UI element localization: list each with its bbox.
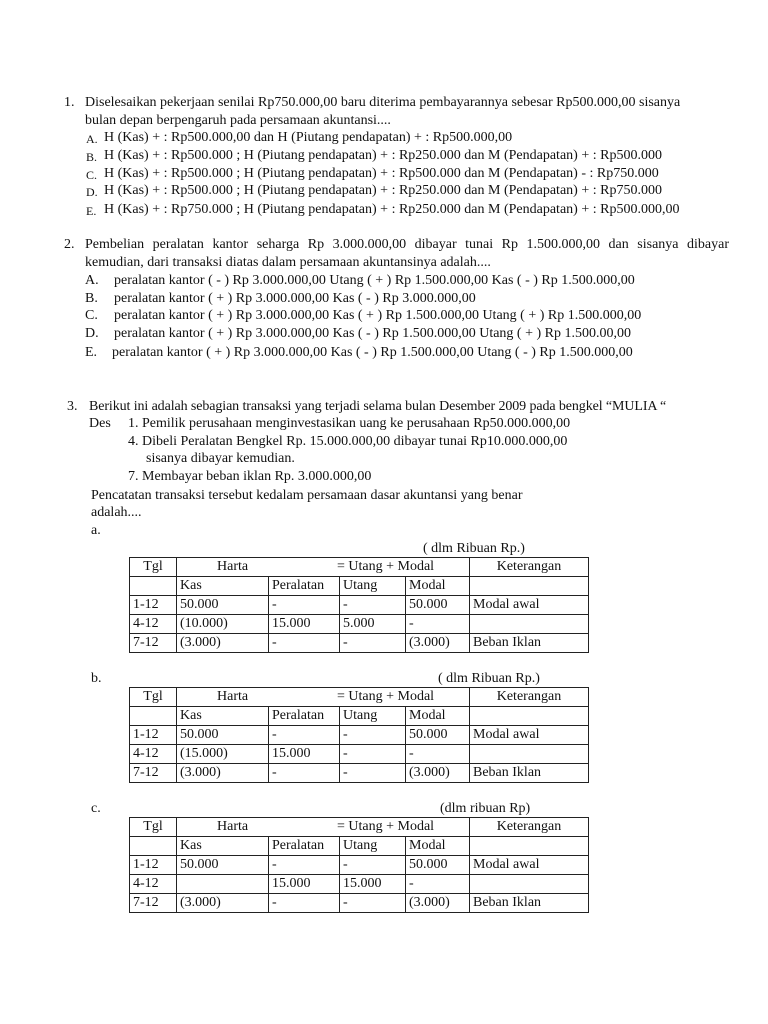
- cell-kas: (3.000): [177, 894, 269, 913]
- cell-utang: 15.000: [340, 875, 406, 894]
- ledger-table-c: [129, 817, 589, 913]
- table-row: [130, 875, 589, 894]
- cell-tgl: 1-12: [130, 856, 177, 875]
- cell-tgl: 7-12: [130, 764, 177, 783]
- ledger-table-b: [129, 687, 589, 783]
- q2-option-e-text: peralatan kantor ( + ) Rp 3.000.000,00 Kas ( - ) Rp 1.500.000,00 Utang ( - ) Rp 1.500.000,00: [112, 345, 633, 360]
- cell-modal: -: [406, 615, 470, 634]
- cell-modal: (3.000): [406, 634, 470, 653]
- q2-option-a-text: peralatan kantor ( - ) Rp 3.000.000,00 Utang ( + ) Rp 1.500.000,00 Kas ( - ) Rp 1.500.000,00: [114, 273, 635, 288]
- question-2-number: 2.: [64, 237, 75, 252]
- question-1-text-line1: Diselesaikan pekerjaan senilai Rp750.000,00 baru diterima pembayarannya sebesar Rp500.000,00 sisanya: [85, 95, 681, 110]
- ledger-table-a: [129, 557, 589, 653]
- cell-keterangan: [470, 875, 589, 894]
- header-harta: Harta: [217, 559, 249, 574]
- cell-tgl: 1-12: [130, 596, 177, 615]
- question-3-intro: Berikut ini adalah sebagian transaksi yang terjadi selama bulan Desember 2009 pada bengkel “MULIA “: [89, 399, 667, 414]
- subheader-peralatan: Peralatan: [269, 837, 340, 856]
- q1-option-d-text: H (Kas) + : Rp500.000 ; H (Piutang pendapatan) + : Rp250.000 dan M (Pendapatan) + : Rp750.000: [104, 183, 662, 198]
- cell-modal: -: [406, 745, 470, 764]
- cell-tgl: 7-12: [130, 634, 177, 653]
- header-equation: [177, 558, 470, 577]
- table-row: [130, 764, 589, 783]
- cell-kas: (3.000): [177, 634, 269, 653]
- cell-peralatan: -: [269, 856, 340, 875]
- header-utang-modal: = Utang + Modal: [337, 689, 435, 704]
- header-keterangan: Keterangan: [470, 688, 589, 707]
- q2-option-a-letter: A.: [85, 273, 99, 288]
- q1-option-b-letter: B.: [86, 150, 98, 164]
- header-harta: Harta: [217, 689, 249, 704]
- question-2-text-line1: Pembelian peralatan kantor seharga Rp 3.000.000,00 dibayar tunai Rp 1.500.000,00 dan sisanya dibayar: [85, 237, 729, 252]
- transaction-4-continued: sisanya dibayar kemudian.: [146, 451, 295, 466]
- cell-kas: 50.000: [177, 726, 269, 745]
- table-subheader-row: [130, 837, 589, 856]
- cell-kas: 50.000: [177, 856, 269, 875]
- cell-peralatan: 15.000: [269, 615, 340, 634]
- table-row: [130, 615, 589, 634]
- q1-option-c-letter: C.: [86, 168, 98, 182]
- cell-peralatan: 15.000: [269, 875, 340, 894]
- cell-keterangan: Modal awal: [470, 856, 589, 875]
- header-utang-modal: = Utang + Modal: [337, 819, 435, 834]
- cell-modal: 50.000: [406, 856, 470, 875]
- cell-kas: [177, 875, 269, 894]
- table-row: [130, 745, 589, 764]
- cell-modal: 50.000: [406, 596, 470, 615]
- q3-option-c-letter: c.: [91, 801, 101, 816]
- q1-option-e-text: H (Kas) + : Rp750.000 ; H (Piutang pendapatan) + : Rp250.000 dan M (Pendapatan) + : Rp500.000,00: [104, 202, 680, 217]
- subheader-modal: Modal: [406, 707, 470, 726]
- cell-utang: -: [340, 856, 406, 875]
- cell-utang: -: [340, 634, 406, 653]
- question-3-number: 3.: [67, 399, 78, 414]
- cell-utang: -: [340, 745, 406, 764]
- cell-keterangan: Beban Iklan: [470, 634, 589, 653]
- cell-utang: -: [340, 596, 406, 615]
- question-1-text-line2: bulan depan berpengaruh pada persamaan akuntansi....: [85, 113, 391, 128]
- q1-option-a-text: H (Kas) + : Rp500.000,00 dan H (Piutang pendapatan) + : Rp500.000,00: [104, 130, 513, 145]
- table-subheader-row: [130, 577, 589, 596]
- cell-tgl: 7-12: [130, 894, 177, 913]
- q2-option-b-text: peralatan kantor ( + ) Rp 3.000.000,00 Kas ( - ) Rp 3.000.000,00: [114, 291, 476, 306]
- subheader-kas: Kas: [177, 707, 269, 726]
- transaction-4: 4. Dibeli Peralatan Bengkel Rp. 15.000.000,00 dibayar tunai Rp10.000.000,00: [128, 434, 568, 449]
- cell-kas: (15.000): [177, 745, 269, 764]
- question-2-text-line2: kemudian, dari transaksi diatas dalam persamaan akuntansinya adalah....: [85, 255, 491, 270]
- cell-utang: -: [340, 894, 406, 913]
- cell-keterangan: Modal awal: [470, 726, 589, 745]
- subheader-modal: Modal: [406, 837, 470, 856]
- table-row: [130, 856, 589, 875]
- subheader-modal: Modal: [406, 577, 470, 596]
- q3-option-c-unit: (dlm ribuan Rp): [440, 801, 531, 816]
- transaction-7: 7. Membayar beban iklan Rp. 3.000.000,00: [128, 469, 372, 484]
- question-1-number: 1.: [64, 95, 75, 110]
- cell-peralatan: -: [269, 596, 340, 615]
- header-utang-modal: = Utang + Modal: [337, 559, 435, 574]
- q1-option-e-letter: E.: [86, 204, 97, 218]
- cell-kas: (3.000): [177, 764, 269, 783]
- header-tgl: Tgl: [130, 558, 177, 577]
- cell-modal: 50.000: [406, 726, 470, 745]
- cell-keterangan: Beban Iklan: [470, 894, 589, 913]
- table-row: [130, 596, 589, 615]
- cell-keterangan: [470, 615, 589, 634]
- q3-option-a-letter: a.: [91, 523, 101, 538]
- cell-modal: (3.000): [406, 764, 470, 783]
- cell-modal: (3.000): [406, 894, 470, 913]
- cell-kas: (10.000): [177, 615, 269, 634]
- table-header-row: [130, 688, 589, 707]
- header-keterangan: Keterangan: [470, 818, 589, 837]
- q1-option-c-text: H (Kas) + : Rp500.000 ; H (Piutang pendapatan) + : Rp500.000 dan M (Pendapatan) - : Rp750.000: [104, 166, 659, 181]
- cell-tgl: 4-12: [130, 615, 177, 634]
- cell-utang: -: [340, 726, 406, 745]
- q3-option-a-unit: ( dlm Ribuan Rp.): [423, 541, 525, 556]
- q1-option-a-letter: A.: [86, 132, 98, 146]
- q3-option-b-unit: ( dlm Ribuan Rp.): [438, 671, 540, 686]
- q2-option-c-text: peralatan kantor ( + ) Rp 3.000.000,00 Kas ( + ) Rp 1.500.000,00 Utang ( + ) Rp 1.500.000,00: [114, 308, 642, 323]
- cell-tgl: 1-12: [130, 726, 177, 745]
- table-row: [130, 634, 589, 653]
- q3-option-b-letter: b.: [91, 671, 102, 686]
- transaction-1: 1. Pemilik perusahaan menginvestasikan uang ke perusahaan Rp50.000.000,00: [128, 416, 571, 431]
- table-row: [130, 726, 589, 745]
- cell-utang: 5.000: [340, 615, 406, 634]
- cell-peralatan: -: [269, 726, 340, 745]
- subheader-utang: Utang: [340, 837, 406, 856]
- cell-utang: -: [340, 764, 406, 783]
- cell-peralatan: -: [269, 634, 340, 653]
- subheader-kas: Kas: [177, 837, 269, 856]
- table-row: [130, 894, 589, 913]
- subheader-peralatan: Peralatan: [269, 577, 340, 596]
- cell-keterangan: Beban Iklan: [470, 764, 589, 783]
- cell-peralatan: 15.000: [269, 745, 340, 764]
- q2-option-d-letter: D.: [85, 326, 99, 341]
- subheader-peralatan: Peralatan: [269, 707, 340, 726]
- cell-tgl: 4-12: [130, 745, 177, 764]
- table-header-row: [130, 558, 589, 577]
- header-tgl: Tgl: [130, 688, 177, 707]
- cell-peralatan: -: [269, 894, 340, 913]
- q1-option-b-text: H (Kas) + : Rp500.000 ; H (Piutang pendapatan) + : Rp250.000 dan M (Pendapatan) + : Rp500.000: [104, 148, 662, 163]
- table-subheader-row: [130, 707, 589, 726]
- q2-option-b-letter: B.: [85, 291, 98, 306]
- question-3-prompt-line1: Pencatatan transaksi tersebut kedalam persamaan dasar akuntansi yang benar: [91, 488, 523, 503]
- header-harta: Harta: [217, 819, 249, 834]
- cell-keterangan: Modal awal: [470, 596, 589, 615]
- header-equation: [177, 688, 470, 707]
- des-label: Des: [89, 416, 111, 431]
- question-3-prompt-line2: adalah....: [91, 505, 142, 520]
- header-tgl: Tgl: [130, 818, 177, 837]
- q1-option-d-letter: D.: [86, 185, 98, 199]
- subheader-kas: Kas: [177, 577, 269, 596]
- cell-modal: -: [406, 875, 470, 894]
- subheader-utang: Utang: [340, 707, 406, 726]
- cell-tgl: 4-12: [130, 875, 177, 894]
- q2-option-c-letter: C.: [85, 308, 98, 323]
- cell-peralatan: -: [269, 764, 340, 783]
- table-header-row: [130, 818, 589, 837]
- header-equation: [177, 818, 470, 837]
- header-keterangan: Keterangan: [470, 558, 589, 577]
- q2-option-d-text: peralatan kantor ( + ) Rp 3.000.000,00 Kas ( - ) Rp 1.500.000,00 Utang ( + ) Rp 1.500.00,00: [114, 326, 631, 341]
- q2-option-e-letter: E.: [85, 345, 98, 360]
- subheader-utang: Utang: [340, 577, 406, 596]
- cell-keterangan: [470, 745, 589, 764]
- cell-kas: 50.000: [177, 596, 269, 615]
